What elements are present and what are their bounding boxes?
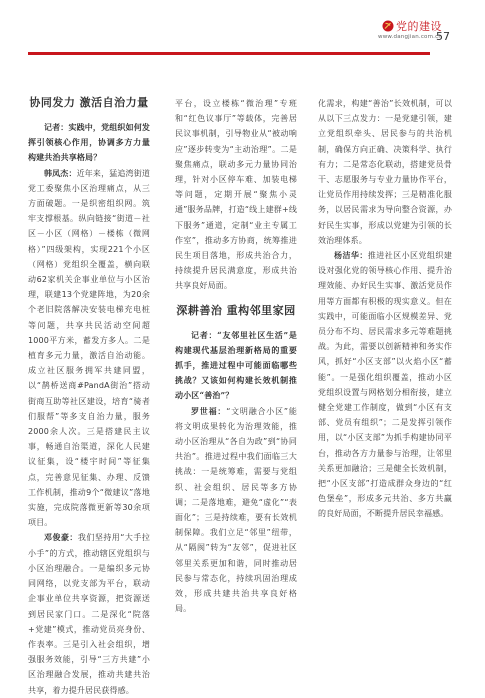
column-left [28, 96, 150, 698]
speaker-name: 杨洁华： [334, 251, 368, 261]
interviewer-question: 记者：“友邻里社区生活”是构建现代基层治理新格局的重要抓手，推进过程中可能面临哪些挑战？又该如何构建长效机制推动小区“善治”？ [175, 329, 297, 401]
answer-text: “文明融合小区”能将文明成果转化为治理效能，推动小区治理从“各自为政”到“协同共治”。推进过程中我们面临三大挑战：一是统筹难，需要与党组织、社会组织、居民等多方协调；二是落地难，避免“虚化”“表面化”；三是持续难，要有长效机制保障。我们立足“邻里”纽带，从“隔阂”转为“友邻”，促进社区邻里关系更加和谐，同时推动居民参与常态化，持续巩固治理成效，形成共建共治共享良好格局。 [175, 406, 297, 614]
answer-text: 近年来，猛追湾街道党工委聚焦小区治理痛点，从三方面破题。一是织密组织网。筑牢支撑根基。纵向链接“街道－社区－小区（网格）－楼栋（微网格）”四级架构，实现221个小区（网格）党组织全覆盖，横向联动62家机关企事业单位与小区治理，联建13个党建阵地，为20余个老旧院落解决安装电梯充电桩等问题，共享共民活动空间超1000平方米，蓄发方多人。二是植育多元力量，激活自治动能。成立社区服务拥军共建同盟，以“鹊桥送商#PandA街治”搭动街商互助等社区建设，培育“骑者们服帮”等多支自治力量，服务2000余人次。三是搭建民主议事，畅通自治渠道，深化人民建议征集，设“楼宇时间”等征集点，完善意见征集、办理、反馈工作机制，推动9个“微建议”落地实施，完成院落微更新等30余项项目。 [28, 168, 150, 528]
continued-paragraph: 平台，设立楼栋“微治理”专班和“红色议事厅”等载体，完善居民议事机制，引导物业从“被动响应”逐步转变为“主动治理”。二是聚焦痛点，联动多元力量协同治理，针对小区停车难、加装电梯等问题，定期开展“聚焦小灵通”服务品牌，打造“线上建群+线下服务”通道，定制“业主专属工作室”，推动多方协商，统筹推进民生项目落地，形成共治合力，持续提升居民满意度，形成共治共享良好局面。 [175, 99, 297, 291]
interviewer-question: 记者：实践中，党组织如何发挥引领核心作用，协调多方力量构建共治共享格局？ [28, 122, 150, 163]
header-divider [28, 52, 430, 55]
column-right [318, 96, 452, 522]
speaker-name: 邓俊豪： [44, 533, 78, 543]
answer-text: 我们坚持用“大手拉小手”的方式，推动辖区党组织与小区治理融合。一是编织多元协同网络，以党支部为平台，联动企事业单位共享资源，把资源送到居民家门口。二是深化“院落+党建”模式，推动党员亮身份、作表率。三是引入社会组织，增强服务效能，引导“三方共建”小区治理融合发展，推动共建共治共享，着力提升居民获得感。 [28, 533, 150, 695]
section-title: 深耕善治 重构邻里家园 [176, 303, 296, 317]
logo-url: www.dangjian.com.cn [378, 34, 443, 40]
page-header [0, 0, 485, 62]
answer-paragraph [318, 248, 452, 522]
answer-paragraph [175, 404, 297, 617]
continued-paragraph: 化需求，构建“善治”长效机制，可以从以下三点发力：一是党建引领，建立党组织牵头、居民参与的共治机制，确保方向正确、决策科学、执行有力；二是常态化联动，搭建党员骨干、志愿服务与专业力量协作平台，让党员作用持续发挥；三是精准化服务，以居民需求为导向整合资源，办好民生实事，形成以党建为引领的长效治理体系。 [318, 99, 452, 245]
speaker-name: 罗世福： [191, 406, 227, 416]
speaker-name: 韩凤杰： [44, 168, 77, 178]
party-emblem-icon [382, 20, 394, 32]
answer-paragraph [28, 166, 150, 531]
answer-paragraph [28, 530, 150, 697]
column-middle [175, 96, 297, 617]
page-number: 57 [436, 30, 450, 43]
answer-text: 推进社区小区党组织建设对强化党的领导核心作用、提升治理效能、办好民生实事、激活党员作用等方面都有积极的现实意义。但在实践中，可能面临小区规模差异、党员分布不均、居民需求多元等难题挑战。为此，需要以创新精神和务实作风，抓好“小区支部”以火焰小区“蓄能”。一是强化组织覆盖，推动小区党组织设置与网格划分相衔接，建立健全党建工作制度，做到“小区有支部、党员有组织”；二是发挥引领作用，以“小区支部”为抓手构建协同平台，推动各方力量参与治理，让邻里关系更加融洽；三是健全长效机制，把“小区支部”打造成群众身边的“红色堡垒”，形成多元共治、多方共赢的良好局面，不断提升居民幸福感。 [318, 251, 452, 519]
logo-text: 党的建设 [396, 20, 442, 33]
section-title: 协同发力 激活自治力量 [29, 96, 149, 109]
